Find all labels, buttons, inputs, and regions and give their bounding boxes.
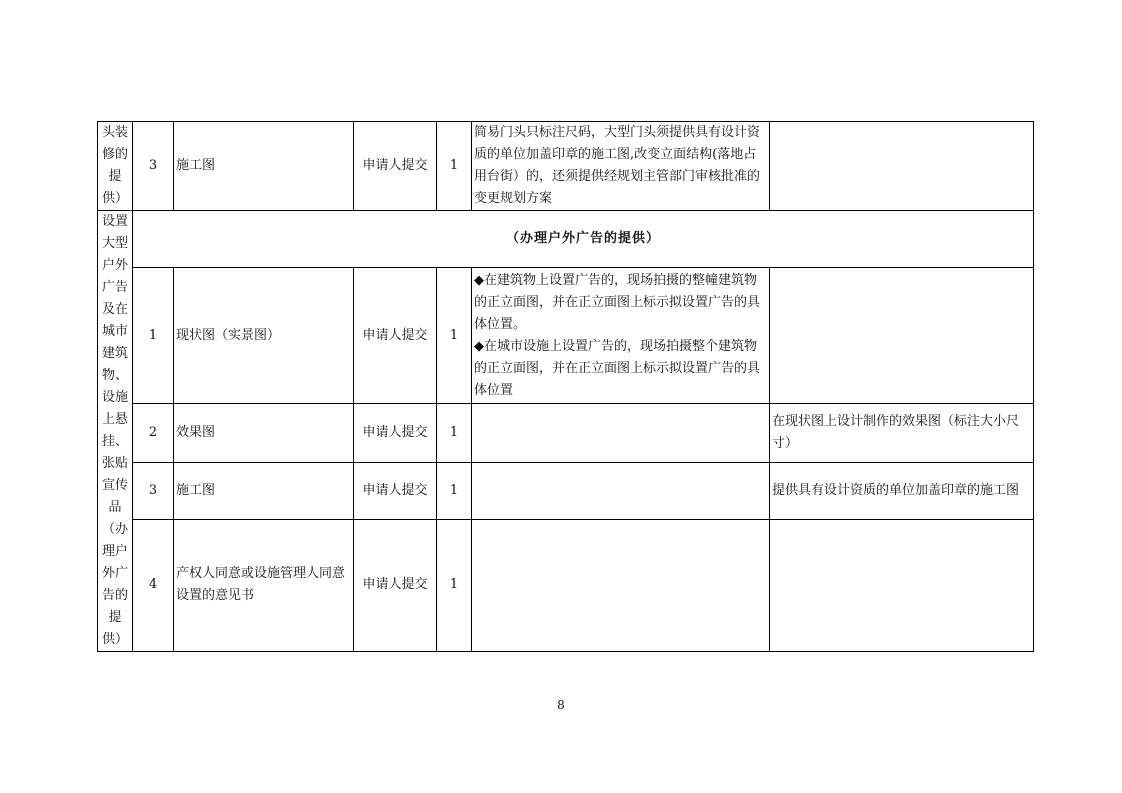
table-row: [98, 404, 1034, 462]
copy-count: 1: [437, 462, 472, 519]
copy-count: 1: [437, 519, 472, 651]
requirements: [472, 519, 770, 651]
section-header-row: [98, 211, 1034, 268]
remark: [770, 122, 1034, 211]
row-number: 4: [133, 519, 174, 651]
requirements: [472, 462, 770, 519]
row-number: 1: [133, 268, 174, 404]
category-cell: 设置大型户外广告及在城市建筑物、设施上悬挂、张贴宣传品（办理户外广告的提供）: [98, 211, 133, 652]
requirements: [472, 404, 770, 462]
material-name: 施工图: [174, 462, 354, 519]
table-row: [98, 122, 1034, 211]
row-number: 3: [133, 462, 174, 519]
remark: [770, 519, 1034, 651]
submitter: 申请人提交: [354, 268, 437, 404]
materials-table: [97, 121, 1034, 652]
remark: 在现状图上设计制作的效果图（标注大小尺寸）: [770, 404, 1034, 462]
material-name: 现状图（实景图）: [174, 268, 354, 404]
material-name: 施工图: [174, 122, 354, 211]
category-cell: 头装修的提供）: [98, 122, 133, 211]
requirements: [472, 268, 770, 404]
remark: 提供具有设计资质的单位加盖印章的施工图: [770, 462, 1034, 519]
requirement-item: ◆在城市设施上设置广告的，现场拍摄整个建筑物的正立面图，并在正立面图上标示拟设置广告的具体位置: [474, 338, 761, 398]
submitter: 申请人提交: [354, 462, 437, 519]
page-number: 8: [557, 698, 565, 712]
table-row: [98, 519, 1034, 651]
requirements: 简易门头只标注尺码，大型门头须提供具有设计资质的单位加盖印章的施工图,改变立面结构(落地占用台街）的，还须提供经规划主管部门审核批准的变更规划方案: [472, 122, 770, 211]
row-number: 2: [133, 404, 174, 462]
material-name: 产权人同意或设施管理人同意设置的意见书: [174, 519, 354, 651]
table-row: [98, 462, 1034, 519]
table-row: [98, 268, 1034, 404]
copy-count: 1: [437, 404, 472, 462]
section-title: （办理户外广告的提供）: [133, 211, 1034, 268]
copy-count: 1: [437, 122, 472, 211]
remark: [770, 268, 1034, 404]
material-name: 效果图: [174, 404, 354, 462]
submitter: 申请人提交: [354, 519, 437, 651]
submitter: 申请人提交: [354, 404, 437, 462]
submitter: 申请人提交: [354, 122, 437, 211]
row-number: 3: [133, 122, 174, 211]
requirement-item: ◆在建筑物上设置广告的，现场拍摄的整幢建筑物的正立面图，并在正立面图上标示拟设置广告的具体位置。: [474, 272, 761, 332]
copy-count: 1: [437, 268, 472, 404]
